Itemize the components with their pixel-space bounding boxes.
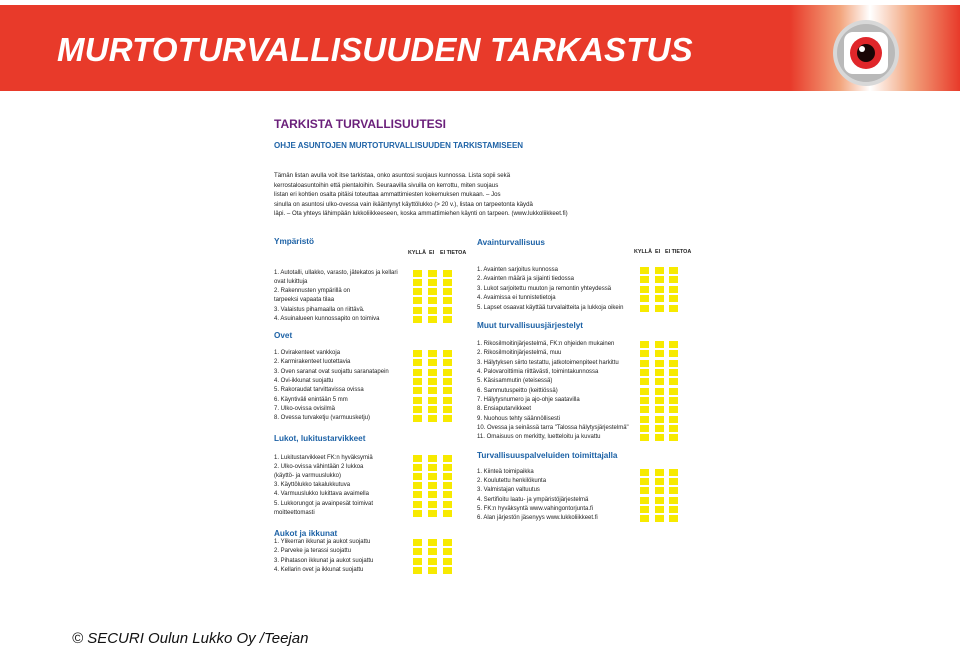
checkbox[interactable] (428, 397, 437, 404)
checkbox[interactable] (428, 473, 437, 480)
checkbox[interactable] (413, 279, 422, 286)
checklist-item: 1. Lukitustarvikkeet FK:n hyväksymiä (274, 455, 373, 461)
section-heading: Turvallisuuspalveluiden toimittajalla (477, 451, 618, 460)
checkbox[interactable] (413, 378, 422, 385)
checkbox[interactable] (655, 497, 664, 504)
checkbox[interactable] (413, 567, 422, 574)
checklist-item: 2. Rikosilmoitinjärjestelmä, muu (477, 350, 562, 356)
checklist-item: tarpeeksi vapaata tilaa (274, 297, 335, 303)
checklist-item: 1. Ovirakenteet vankkoja (274, 350, 341, 356)
checklist-item: 1. Avainten sarjoitus kunnossa (477, 267, 558, 273)
checkbox[interactable] (655, 434, 664, 441)
checkbox[interactable] (655, 506, 664, 513)
checklist-item: 1. Rikosilmoitinjärjestelmä, FK:n ohjeiden mukainen (477, 341, 615, 347)
checkbox[interactable] (669, 478, 678, 485)
checklist-item: 4. Varmuuslukko lukittava avaimella (274, 491, 369, 497)
checkbox[interactable] (669, 305, 678, 312)
checkbox[interactable] (428, 501, 437, 508)
checkbox[interactable] (655, 416, 664, 423)
title-bar (0, 5, 960, 91)
checkbox[interactable] (640, 469, 649, 476)
checkbox[interactable] (428, 378, 437, 385)
checkbox[interactable] (655, 350, 664, 357)
checkbox[interactable] (443, 279, 452, 286)
checkbox[interactable] (428, 350, 437, 357)
checkbox[interactable] (428, 406, 437, 413)
checkbox[interactable] (640, 487, 649, 494)
checkbox[interactable] (640, 350, 649, 357)
checkbox[interactable] (640, 378, 649, 385)
checklist-item: 6. Käyntiväli enintään 5 mm (274, 397, 348, 403)
checkbox[interactable] (655, 286, 664, 293)
checkbox[interactable] (413, 406, 422, 413)
checkbox[interactable] (669, 350, 678, 357)
column-header-yes: KYLLÄ (634, 249, 652, 255)
checkbox[interactable] (443, 378, 452, 385)
checkbox[interactable] (669, 397, 678, 404)
checkbox[interactable] (669, 506, 678, 513)
section-heading: Lukot, lukitustarvikkeet (274, 434, 366, 443)
checkbox[interactable] (640, 434, 649, 441)
checkbox[interactable] (428, 297, 437, 304)
checklist-item: 5. Lukkorungot ja avainpesät toimivat (274, 501, 374, 507)
checkbox[interactable] (655, 276, 664, 283)
column-header-unknown: EI TIETOA (665, 249, 692, 255)
checkbox[interactable] (443, 473, 452, 480)
column-header-unknown: EI TIETOA (440, 250, 467, 256)
intro-line: sinulla on asuntosi ulko-ovessa vain ikääntynyt käyttölukko (> 20 v.), listaa on tarpeetonta käydä (274, 200, 533, 208)
checkbox[interactable] (413, 558, 422, 565)
eye-logo-icon (832, 19, 900, 87)
checkbox[interactable] (443, 558, 452, 565)
checkbox[interactable] (428, 482, 437, 489)
checkbox[interactable] (669, 497, 678, 504)
checkbox[interactable] (443, 482, 452, 489)
checkbox[interactable] (443, 297, 452, 304)
checkbox[interactable] (443, 464, 452, 471)
checkbox[interactable] (413, 316, 422, 323)
intro-line: läpi. – Ota yhteys lähimpään lukkoliikkeeseen, koska ammattimiehen käynti on tarpeen. (www.lukkoliikkeet.fi) (274, 210, 568, 217)
checkbox[interactable] (443, 316, 452, 323)
checklist-item: 3. Käyttölukko takalukkutuva (274, 482, 351, 488)
intro-line: listan eri kohtien osalta pitäisi toteuttaa ammattimiesten kokemuksen mukaan. – Jos (274, 191, 501, 198)
checkbox[interactable] (443, 397, 452, 404)
checklist-item: 2. Koulutettu henkilökunta (477, 478, 547, 484)
checkbox[interactable] (669, 388, 678, 395)
column-header-no: EI (655, 249, 661, 255)
checkbox[interactable] (640, 388, 649, 395)
checklist-item: 4. Kellarin ovet ja ikkunat suojattu (274, 567, 364, 573)
checkbox[interactable] (443, 288, 452, 295)
checkbox[interactable] (640, 305, 649, 312)
checkbox[interactable] (669, 378, 678, 385)
checkbox[interactable] (669, 487, 678, 494)
checkbox[interactable] (669, 369, 678, 376)
checkbox[interactable] (413, 482, 422, 489)
column-header-no: EI (429, 250, 435, 256)
checklist-item: 4. Avaimissa ei tunnistetietoja (477, 295, 556, 301)
checkbox[interactable] (655, 369, 664, 376)
checklist-item: 1. Autotalli, ullakko, varasto, jätekatos ja kellari (274, 270, 398, 276)
checklist-item: 3. Hälytyksen siirto testattu, jatkotoimenpiteet harkittu (477, 360, 619, 366)
checklist-item: 2. Karmirakenteet luotettavia (274, 359, 351, 365)
checkbox[interactable] (443, 455, 452, 462)
document-subtitle: OHJE ASUNTOJEN MURTOTURVALLISUUDEN TARKISTAMISEEN (274, 141, 524, 150)
checkbox[interactable] (669, 360, 678, 367)
checkbox[interactable] (428, 387, 437, 394)
intro-line: kerrostaloasuntoihin että pientaloihin. Seuraavilla sivuilla on kerrottu, miten suojaus (274, 181, 499, 189)
checklist-item: 6. Sammutuspeitto (keittiössä) (477, 388, 558, 394)
checklist-item: 5. FK:n hyväksyntä www.vahingontorjunta.fi (477, 506, 594, 512)
checkbox[interactable] (655, 295, 664, 302)
checklist-item: 8. Ensiaputarvikkeet (477, 406, 532, 412)
checklist-item: 10. Ovessa ja seinässä tarra "Talossa hälytysjärjestelmä" (477, 425, 629, 431)
checkbox[interactable] (428, 415, 437, 422)
checklist-item: 2. Parveke ja terassi suojattu (274, 548, 352, 554)
checklist-item: 3. Oven saranat ovat suojattu saranatapein (274, 369, 389, 375)
checklist-item: 4. Ovi-ikkunat suojattu (274, 378, 334, 384)
section-heading: Muut turvallisuusjärjestelyt (477, 321, 584, 330)
checkbox[interactable] (640, 506, 649, 513)
checkbox[interactable] (640, 295, 649, 302)
checkbox[interactable] (669, 341, 678, 348)
checkbox[interactable] (669, 416, 678, 423)
checkbox[interactable] (428, 548, 437, 555)
checkbox[interactable] (655, 515, 664, 522)
checkbox[interactable] (640, 341, 649, 348)
checkbox[interactable] (413, 359, 422, 366)
section-heading: Aukot ja ikkunat (274, 529, 338, 538)
checkbox[interactable] (443, 350, 452, 357)
checkbox[interactable] (655, 378, 664, 385)
checklist-item: 6. Alan järjestön jäsenyys www.lukkoliikkeet.fi (477, 515, 598, 521)
checkbox[interactable] (413, 539, 422, 546)
column-header-yes: KYLLÄ (408, 250, 426, 256)
checkbox[interactable] (640, 360, 649, 367)
section-heading: Ympäristö (274, 237, 315, 246)
checklist-item: 4. Palovaroittimia riittävästi, toimintakunnossa (477, 369, 599, 375)
checkbox[interactable] (640, 267, 649, 274)
checkbox[interactable] (428, 464, 437, 471)
checkbox[interactable] (428, 359, 437, 366)
copyright-footer: © SECURI Oulun Lukko Oy /Teejan (72, 630, 309, 647)
checkbox[interactable] (655, 406, 664, 413)
checkbox[interactable] (413, 397, 422, 404)
checklist-item: 2. Ulko-ovissa vähintään 2 lukkoa (274, 464, 364, 470)
checklist-item: 5. Lapset osaavat käyttää turvalaitteita ja lukkoja oikein (477, 305, 624, 311)
checkbox[interactable] (443, 415, 452, 422)
checklist-document (268, 112, 698, 582)
checkbox[interactable] (640, 397, 649, 404)
checkbox[interactable] (669, 276, 678, 283)
checklist-item: 3. Lukot sarjoitettu muuton ja remontin yhteydessä (477, 286, 612, 292)
checkbox[interactable] (669, 515, 678, 522)
checkbox[interactable] (413, 548, 422, 555)
checkbox[interactable] (443, 548, 452, 555)
checkbox[interactable] (655, 397, 664, 404)
checkbox[interactable] (669, 425, 678, 432)
checkbox[interactable] (655, 425, 664, 432)
intro-paragraph (274, 171, 584, 219)
checklist-item: 7. Hälytysnumero ja ajo-ohje saatavilla (477, 397, 580, 403)
checkbox[interactable] (655, 388, 664, 395)
checklist-item: 5. Käsisammutin (eteisessä) (477, 378, 553, 384)
checklist-item: 11. Omaisuus on merkitty, luetteloitu ja kuvattu (477, 434, 601, 440)
checklist-item: 1. Kiinteä toimipaikka (477, 469, 534, 475)
checkbox[interactable] (640, 406, 649, 413)
checkbox[interactable] (413, 307, 422, 314)
checkbox[interactable] (413, 288, 422, 295)
checkbox[interactable] (428, 567, 437, 574)
checklist-item: 1. Ylikerran ikkunat ja aukot suojattu (274, 539, 371, 545)
checkbox[interactable] (413, 501, 422, 508)
checkbox[interactable] (669, 434, 678, 441)
checkbox[interactable] (413, 350, 422, 357)
checkbox[interactable] (640, 478, 649, 485)
checkbox[interactable] (413, 455, 422, 462)
checklist-item: 3. Valaistus pihamaalla on riittävä. (274, 307, 365, 313)
checkbox[interactable] (443, 387, 452, 394)
checkbox[interactable] (655, 360, 664, 367)
checkbox[interactable] (655, 478, 664, 485)
checkbox[interactable] (669, 469, 678, 476)
checkbox[interactable] (669, 286, 678, 293)
checkbox[interactable] (669, 295, 678, 302)
checklist-item: 8. Ovessa turvaketju (varmuusketju) (274, 415, 371, 421)
checkbox[interactable] (669, 267, 678, 274)
checkbox[interactable] (443, 270, 452, 277)
checkbox[interactable] (413, 415, 422, 422)
checklist-item: 2. Avainten määrä ja sijainti tiedossa (477, 276, 574, 282)
section-heading: Ovet (274, 331, 293, 340)
checkbox[interactable] (443, 307, 452, 314)
checkbox[interactable] (669, 406, 678, 413)
checkbox[interactable] (443, 501, 452, 508)
checklist-item: moitteettomasti (274, 510, 315, 516)
section-heading: Avainturvallisuus (477, 238, 545, 247)
checkbox[interactable] (640, 425, 649, 432)
checkbox[interactable] (428, 307, 437, 314)
checklist-item: (käyttö- ja varmuuslukko) (274, 473, 342, 479)
checklist-item: 4. Sertifioitu laatu- ja ympäristöjärjestelmä (477, 497, 589, 503)
checkbox[interactable] (655, 305, 664, 312)
checklist-item: ovat lukittuja (274, 279, 308, 285)
checklist-item: 7. Ulko-ovissa ovisilmä (274, 406, 336, 412)
checkbox[interactable] (428, 288, 437, 295)
checkbox[interactable] (428, 558, 437, 565)
checkbox[interactable] (413, 510, 422, 517)
checkbox[interactable] (428, 279, 437, 286)
checkbox[interactable] (640, 276, 649, 283)
checkbox[interactable] (443, 369, 452, 376)
checkbox[interactable] (428, 270, 437, 277)
checkbox[interactable] (640, 369, 649, 376)
checkbox[interactable] (443, 359, 452, 366)
checkbox[interactable] (443, 539, 452, 546)
checkbox[interactable] (443, 491, 452, 498)
checkbox[interactable] (413, 473, 422, 480)
checkbox[interactable] (443, 510, 452, 517)
checkbox[interactable] (655, 487, 664, 494)
checkbox[interactable] (428, 455, 437, 462)
page-title: MURTOTURVALLISUUDEN TARKASTUS (57, 31, 693, 68)
checkbox[interactable] (428, 316, 437, 323)
checkbox[interactable] (443, 406, 452, 413)
checkbox[interactable] (428, 491, 437, 498)
checkbox[interactable] (428, 510, 437, 517)
checkbox[interactable] (413, 387, 422, 394)
checkbox[interactable] (655, 267, 664, 274)
checklist-item: 5. Rakoraudat tarvittavissa ovissa (274, 387, 364, 393)
checkbox[interactable] (640, 515, 649, 522)
checkbox[interactable] (413, 464, 422, 471)
checkbox[interactable] (428, 539, 437, 546)
checkbox[interactable] (640, 286, 649, 293)
checkbox[interactable] (655, 469, 664, 476)
checkbox[interactable] (640, 497, 649, 504)
checkbox[interactable] (655, 341, 664, 348)
checkbox[interactable] (413, 297, 422, 304)
checkbox[interactable] (428, 369, 437, 376)
checklist-item: 2. Rakennusten ympärillä on (274, 288, 351, 294)
checkbox[interactable] (413, 270, 422, 277)
checklist-item: 3. Valmistajan valtuutus (477, 487, 540, 493)
checklist-item: 3. Pihatason ikkunat ja aukot suojattu (274, 558, 374, 564)
checkbox[interactable] (443, 567, 452, 574)
document-title: TARKISTA TURVALLISUUTESI (274, 117, 446, 131)
checklist-item: 4. Asuinalueen kunnossapito on toimiva (274, 316, 380, 322)
intro-line: Tämän listan avulla voit itse tarkistaa, onko asuntosi suojaus kunnossa. Lista sopii sekä (274, 172, 511, 179)
checkbox[interactable] (640, 416, 649, 423)
checkbox[interactable] (413, 491, 422, 498)
checkbox[interactable] (413, 369, 422, 376)
checklist-item: 9. Nuohous tehty säännöllisesti (477, 416, 561, 422)
